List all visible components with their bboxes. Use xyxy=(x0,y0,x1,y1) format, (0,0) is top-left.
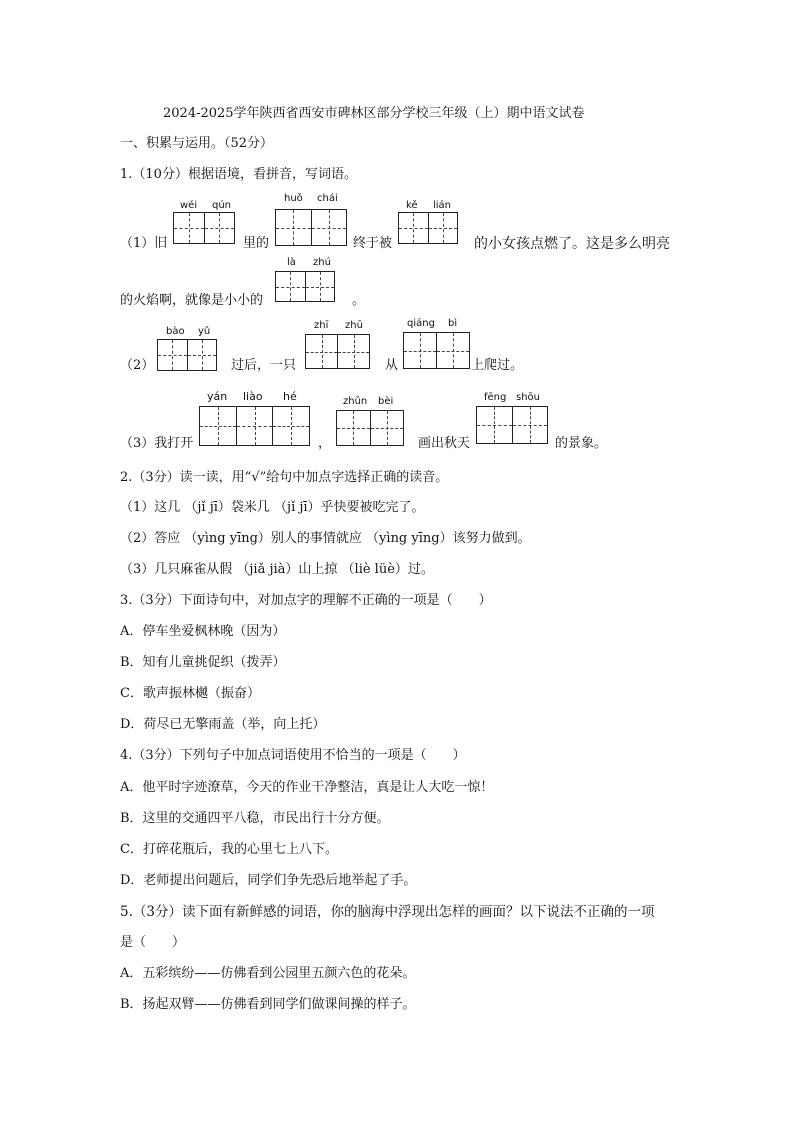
pinyin: hé xyxy=(283,390,297,403)
pinyin: fēng xyxy=(484,392,507,403)
pinyin-writing-box[interactable] xyxy=(157,339,217,371)
option-b[interactable]: B．扬起双臂——仿佛看到同学们做课间操的样子。 xyxy=(120,997,416,1012)
q1-line2-text: 。 xyxy=(352,293,366,308)
q1-line1-text: 终于被 xyxy=(353,236,393,251)
option-d[interactable]: D．老师提出问题后，同学们争先恐后地举起了手。 xyxy=(120,873,417,888)
pinyin: yǔ xyxy=(198,326,211,337)
q1-line1-text: （1）旧 xyxy=(120,236,168,251)
question-4-stem: 4.（3分）下列句子中加点词语使用不恰当的一项是（ ） xyxy=(120,748,466,763)
pinyin: bào xyxy=(166,326,185,337)
pinyin: bì xyxy=(448,318,458,329)
q1-line3-text: 从 xyxy=(385,358,399,373)
exam-title: 2024-2025学年陕西省西安市碑林区部分学校三年级（上）期中语文试卷 xyxy=(163,106,585,121)
option-a[interactable]: A．五彩缤纷——仿佛看到公园里五颜六色的花朵。 xyxy=(120,966,416,981)
pinyin: huǒ xyxy=(284,193,303,204)
question-2-item: （3）几只麻雀从假 （jiǎ jià）山上掠 （liè lüè）过。 xyxy=(120,562,434,577)
pinyin-writing-box[interactable] xyxy=(305,334,370,369)
pinyin: wéi xyxy=(180,200,198,211)
pinyin: chái xyxy=(317,193,338,204)
q1-line3-text: 过后，一只 xyxy=(231,358,297,373)
q1-line4-text: ， xyxy=(318,436,332,451)
question-1-stem: 1.（10分）根据语境，看拼音，写词语。 xyxy=(120,167,357,182)
pinyin: kě xyxy=(406,200,418,211)
option-b[interactable]: B．知有儿童挑促织（拨弄） xyxy=(120,655,286,670)
pinyin-writing-box[interactable] xyxy=(476,406,548,444)
question-2-item: （2）答应 （yìng yīng）别人的事情就应 （yìng yīng）该努力做到。 xyxy=(120,531,531,546)
pinyin: lián xyxy=(433,200,452,211)
pinyin-writing-box[interactable] xyxy=(199,406,310,446)
pinyin: qún xyxy=(212,200,232,211)
pinyin-writing-box[interactable] xyxy=(403,332,470,369)
pinyin: zhú xyxy=(313,257,331,268)
q1-line2-text: 的火焰啊，就像是小小的 xyxy=(120,293,264,308)
option-a[interactable]: A．停车坐爱枫林晚（因为） xyxy=(120,624,286,639)
pinyin: zhū xyxy=(345,320,363,331)
option-a[interactable]: A．他平时字迹潦草，今天的作业干净整洁，真是让人大吃一惊！ xyxy=(120,780,494,795)
q1-line4-text: 画出秋天 xyxy=(418,436,471,451)
pinyin: là xyxy=(287,257,296,268)
pinyin: qiáng xyxy=(407,318,435,329)
pinyin: zhǔn xyxy=(343,396,368,407)
pinyin: yán xyxy=(207,390,228,403)
pinyin: liào xyxy=(243,390,263,403)
question-5-stem: 是（ ） xyxy=(120,935,186,950)
pinyin: bèi xyxy=(378,396,394,407)
pinyin-writing-box[interactable] xyxy=(398,212,458,244)
option-c[interactable]: C．歌声振林樾（振奋） xyxy=(120,686,260,701)
q1-line1-text: 里的 xyxy=(243,236,270,251)
pinyin-writing-box[interactable] xyxy=(275,209,347,246)
question-5-stem: 5.（3分）读下面有新鲜感的词语，你的脑海中浮现出怎样的画面？以下说法不正确的一项 xyxy=(120,904,655,920)
section-heading: 一、积累与运用。（52分） xyxy=(120,136,274,151)
option-b[interactable]: B．这里的交通四平八稳，市民出行十分方便。 xyxy=(120,811,390,826)
question-2-stem: 2.（3分）读一读，用“√”给句中加点字选择正确的读音。 xyxy=(120,470,449,485)
option-c[interactable]: C．打碎花瓶后，我的心里七上八下。 xyxy=(120,842,338,857)
pinyin-writing-box[interactable] xyxy=(336,410,404,446)
pinyin-writing-box[interactable] xyxy=(173,212,235,244)
pinyin-writing-box[interactable] xyxy=(275,271,335,302)
q1-line3-text: （2） xyxy=(120,358,155,373)
q1-line4-text: 的景象。 xyxy=(555,436,608,451)
question-3-stem: 3.（3分）下面诗句中，对加点字的理解不正确的一项是（ ） xyxy=(120,593,492,608)
pinyin: zhī xyxy=(314,320,329,331)
q1-line1-text: 的小女孩点燃了。这是多么明亮 xyxy=(474,236,670,252)
pinyin: shōu xyxy=(516,392,541,403)
q1-line4-text: （3）我打开 xyxy=(120,436,194,451)
option-d[interactable]: D．荷尽已无擎雨盖（举，向上托） xyxy=(120,717,326,732)
q1-line3-text: 上爬过。 xyxy=(471,358,524,373)
question-2-item: （1）这几 （jǐ jī）袋米几 （jǐ jī）乎快要被吃完了。 xyxy=(120,500,425,515)
